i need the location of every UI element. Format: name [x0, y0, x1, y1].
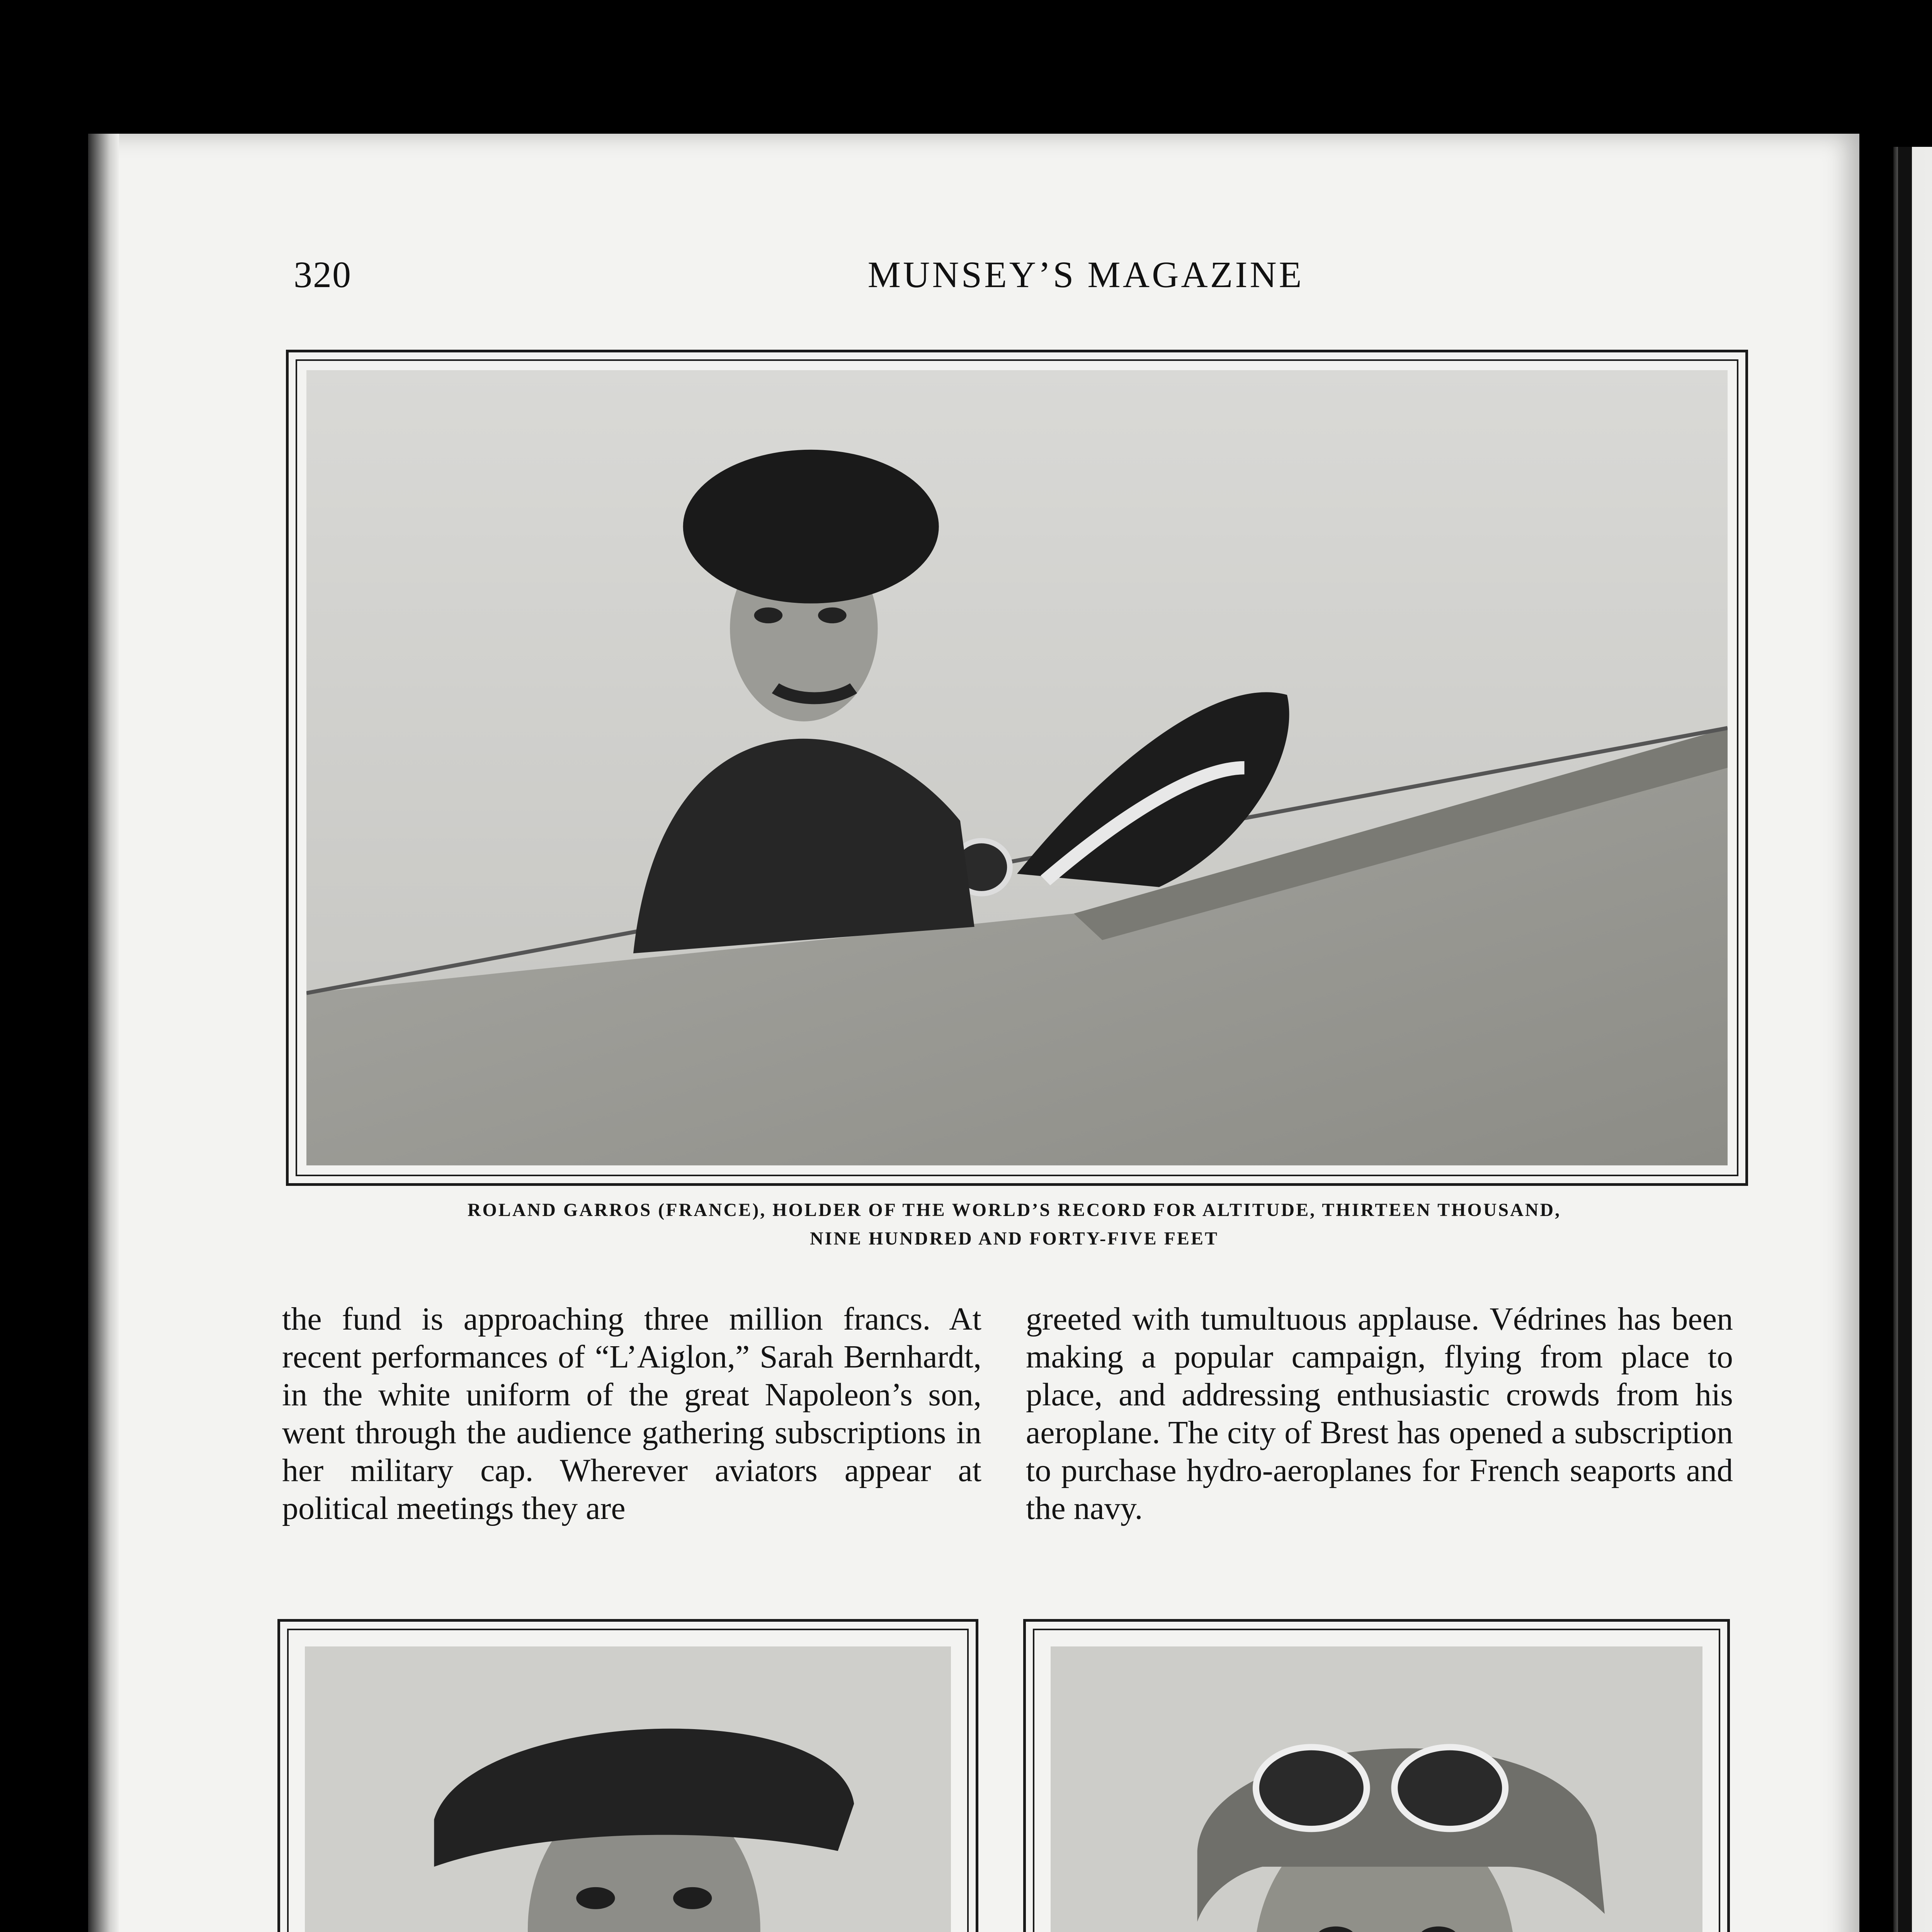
caption-garros — [286, 1196, 1743, 1253]
body-right-paragraph: greeted with tumultuous applause. Védrines has been making a popular campaign, flying from place to place, and addressing enthusiastic crowds from his aeroplane. The city of Brest has opened a subscription to purchase hydro-aeroplanes for French seaports and the navy. — [1026, 1301, 1733, 1526]
page-header — [0, 253, 1932, 303]
body-column-left — [282, 1300, 981, 1527]
photo-frame-beaumont — [277, 1619, 978, 1932]
spine-shadow — [88, 134, 119, 1932]
photo-frame-garros — [286, 350, 1748, 1186]
running-title: MUNSEY’S MAGAZINE — [867, 254, 1304, 295]
photo-frame-vedrines — [1023, 1619, 1730, 1932]
photo-garros — [306, 370, 1728, 1165]
facing-page-edge — [1893, 147, 1932, 1932]
caption-garros-line-1: ROLAND GARROS (FRANCE), HOLDER OF THE WORLD’S RECORD FOR ALTITUDE, THIRTEEN THOUSAND, — [467, 1200, 1561, 1220]
photo-beaumont — [305, 1646, 951, 1932]
page-number: 320 — [294, 254, 352, 295]
body-column-right — [1026, 1300, 1733, 1527]
photo-vedrines — [1051, 1646, 1702, 1932]
body-left-paragraph: the fund is approaching three million francs. At recent performances of “L’Aiglon,” Sarah Bernhardt, in the white uniform of the great Napoleon’s son, went through the audience gathering subscriptions in her military cap. Wherever aviators appear at political meetings they are — [282, 1301, 981, 1526]
caption-garros-line-2: NINE HUNDRED AND FORTY-FIVE FEET — [810, 1228, 1219, 1249]
